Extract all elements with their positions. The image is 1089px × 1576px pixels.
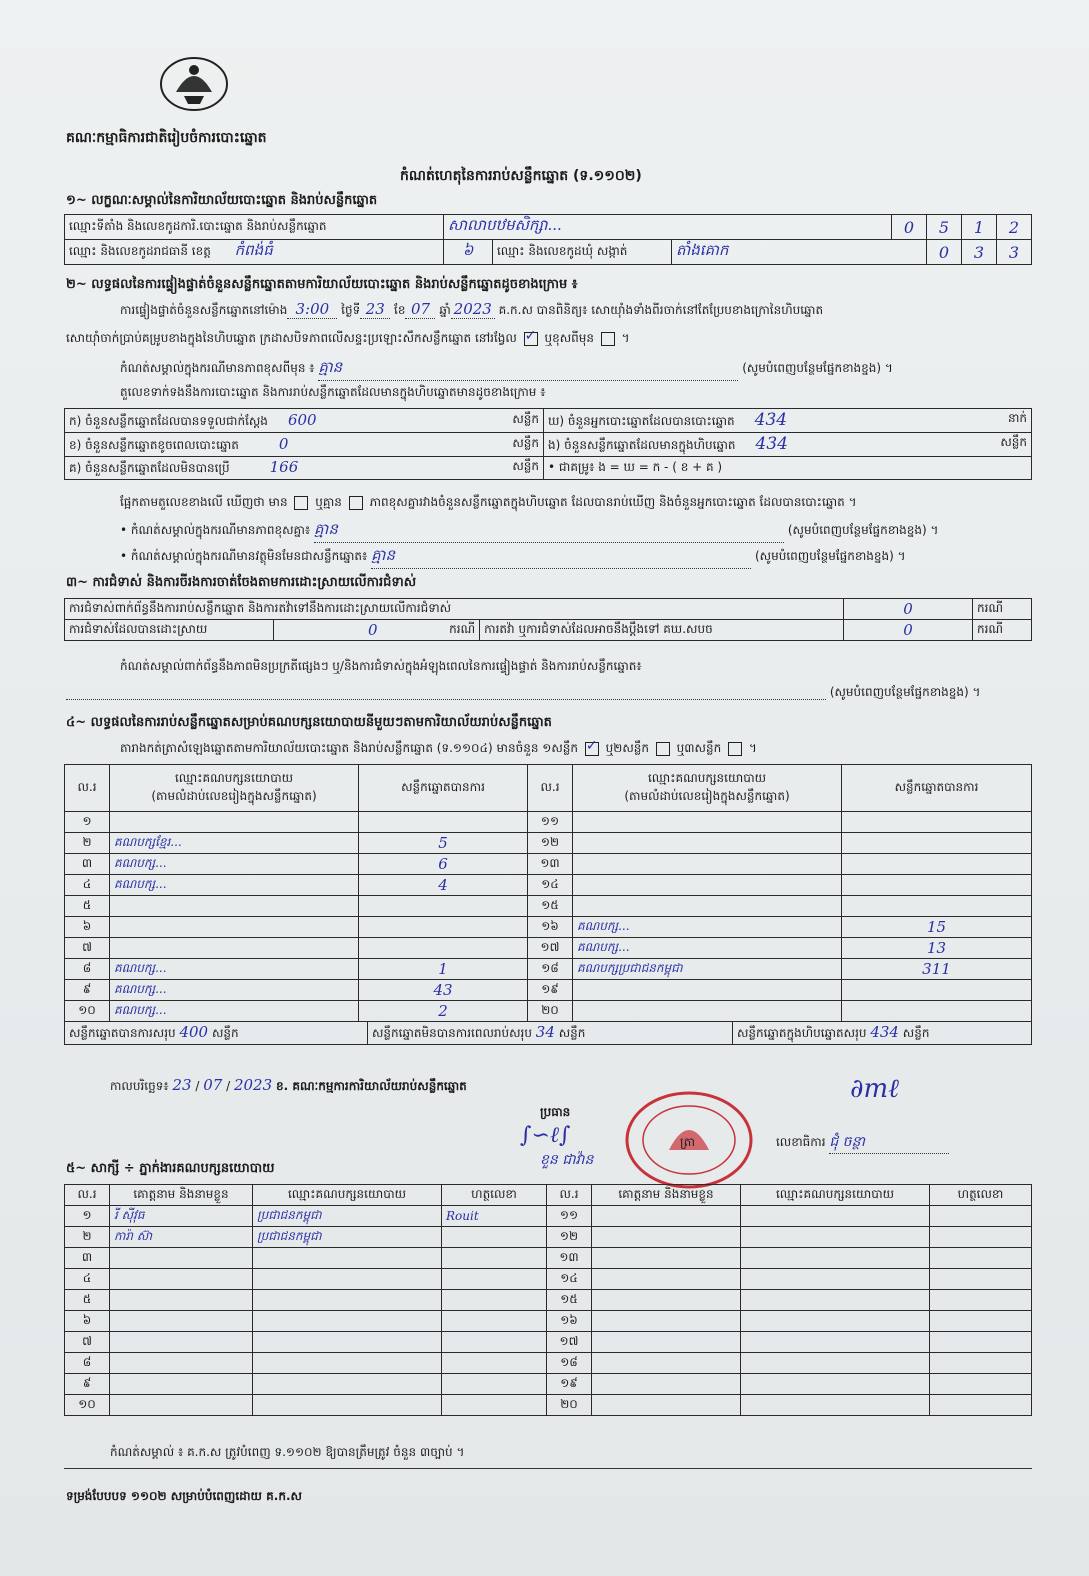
party-number: ១៧ bbox=[528, 938, 573, 959]
different-checkbox[interactable] bbox=[601, 332, 615, 346]
witness-number: ១០ bbox=[65, 1395, 110, 1416]
votes-summary bbox=[65, 1022, 1032, 1045]
witness-signature bbox=[930, 1332, 1032, 1353]
col-votes-right: សន្លឹកឆ្នោតបានការ bbox=[842, 765, 1032, 812]
row-ko: គ) ចំនួនសន្លឹកឆ្នោតដែលមិនបានប្រើ 166 សន្លឹក bbox=[65, 457, 544, 480]
party-votes: 2 bbox=[359, 1001, 528, 1022]
valid-total: សន្លឹកឆ្នោតបានការសរុប 400 សន្លឹក bbox=[65, 1022, 368, 1044]
commune-code-1: 0 bbox=[927, 240, 962, 265]
station-code-3: 1 bbox=[962, 215, 997, 240]
ngo-value: 434 bbox=[755, 434, 788, 454]
table-row bbox=[65, 812, 1032, 833]
table-row bbox=[65, 833, 1032, 854]
resolved-label: ការជំទាស់ដែលបានដោះស្រាយ bbox=[65, 620, 274, 641]
witness-party bbox=[253, 1248, 442, 1269]
party-number: ៦ bbox=[65, 917, 110, 938]
witness-signature bbox=[930, 1248, 1032, 1269]
section3-table: ការជំទាស់ពាក់ព័ន្ធនឹងការរាប់សន្លឹកឆ្នោត និងការតវ៉ាទៅនឹងការដោះស្រាយលើការជំទាស់ 0 ករណី ការជំទាស់ដែលបានដោះស្រាយ 0 ករណី ការតវ៉ា ឬការជំទាស់ដែលអាចនឹងប្តឹងទៅ គឃ.សបច 0 ករណី bbox=[64, 598, 1032, 641]
box-total-value: 434 bbox=[870, 1023, 899, 1041]
party-votes: 13 bbox=[842, 938, 1032, 959]
note1-line: កំណត់សម្គាល់ក្នុងករណីមានភាពខុសពីមុន ៖ គ្មាន (សូមបំពេញបន្ថែមផ្នែកខាងខ្នង) ។ bbox=[120, 358, 1030, 381]
table-row bbox=[65, 1332, 1032, 1353]
witness-signature bbox=[442, 1374, 547, 1395]
commune-code-2: 3 bbox=[962, 240, 997, 265]
witness-signature bbox=[442, 1290, 547, 1311]
witness-number: ២០ bbox=[547, 1395, 592, 1416]
witness-signature bbox=[442, 1248, 547, 1269]
seal-check-line: សោយ៉ាំចាក់ប្រាប់គម្រូបខាងក្នុងនៃហិបឆ្នោត ក្រដាសបិទភាពលើសន្ទះប្រឡោះសឹកសន្លឹកឆ្នោត នៅរង្វែល ✓ ឬខុសពីមុន ។ bbox=[66, 330, 630, 348]
note2-line: • កំណត់សម្គាល់ក្នុងករណីមានភាពខុសគ្នា៖ គ្មាន (សូមបំពេញបន្ថែមផ្នែកខាងខ្នង) ។ bbox=[120, 520, 1030, 543]
party-votes bbox=[359, 812, 528, 833]
table-row bbox=[65, 980, 1032, 1001]
party-number: ១៥ bbox=[528, 896, 573, 917]
witness-name bbox=[110, 1269, 253, 1290]
party-votes bbox=[842, 875, 1032, 896]
witness-number: ១៥ bbox=[547, 1290, 592, 1311]
witness-number: ៤ bbox=[65, 1269, 110, 1290]
witness-number: ១៦ bbox=[547, 1311, 592, 1332]
province-code: ៦ bbox=[444, 240, 493, 265]
party-votes bbox=[842, 896, 1032, 917]
witness-signature bbox=[930, 1227, 1032, 1248]
section3-note-line: (សូមបំពេញបន្ថែមផ្នែកខាងខ្នង) ។ bbox=[66, 684, 1032, 702]
witness-party bbox=[253, 1395, 442, 1416]
party-votes bbox=[359, 938, 528, 959]
party-name bbox=[573, 833, 842, 854]
party-votes: 6 bbox=[359, 854, 528, 875]
table-row bbox=[65, 1227, 1032, 1248]
witness-number: ១៨ bbox=[547, 1353, 592, 1374]
section5-heading: ៥~ សាក្សី ÷ ភ្នាក់ងារគណបក្សនយោបាយ bbox=[66, 1161, 275, 1176]
table-row bbox=[65, 1290, 1032, 1311]
party-number: ១៦ bbox=[528, 917, 573, 938]
date-line: កាលបរិច្ឆេទ៖ 23 / 07 / 2023 ខ. គណៈកម្មការការិយាល័យរាប់សន្លឹកឆ្នោត bbox=[110, 1076, 467, 1094]
party-votes: 4 bbox=[359, 875, 528, 896]
party-votes bbox=[842, 1001, 1032, 1022]
witness-signature bbox=[442, 1269, 547, 1290]
witness-party bbox=[741, 1206, 930, 1227]
witness-number: ៥ bbox=[65, 1290, 110, 1311]
party-number: ១២ bbox=[528, 833, 573, 854]
three-sheet-checkbox[interactable] bbox=[728, 742, 742, 756]
witness-party bbox=[741, 1332, 930, 1353]
province-label: ឈ្មោះ និងលេខកូដរាជធានី ខេត្ត កំពង់ធំ bbox=[65, 240, 444, 265]
table-row bbox=[65, 1001, 1032, 1022]
party-votes bbox=[842, 812, 1032, 833]
witness-name bbox=[110, 1248, 253, 1269]
station-code-2: 5 bbox=[927, 215, 962, 240]
stamp-label: ត្រា bbox=[680, 1135, 695, 1149]
witness-signature bbox=[930, 1206, 1032, 1227]
witness-number: ២ bbox=[65, 1227, 110, 1248]
table-row bbox=[65, 938, 1032, 959]
votes-table bbox=[64, 764, 1032, 1045]
witness-number: ១១ bbox=[547, 1206, 592, 1227]
witness-name bbox=[592, 1248, 741, 1269]
footer-divider bbox=[64, 1468, 1032, 1469]
witness-name bbox=[592, 1332, 741, 1353]
same-checkbox[interactable] bbox=[524, 332, 538, 346]
witness-name bbox=[110, 1332, 253, 1353]
witness-body bbox=[65, 1206, 1032, 1416]
party-number: ២០ bbox=[528, 1001, 573, 1022]
station-value: សាលាបឋមសិក្សា... bbox=[444, 215, 892, 240]
witness-number: ៦ bbox=[65, 1311, 110, 1332]
secretary-line: លេខាធិការ ជុំ ចន្ថា bbox=[776, 1132, 949, 1154]
section4-intro: តារាងកត់ត្រាសំឡេងឆ្នោតតាមការិយាល័យបោះឆ្នោត និងរាប់សន្លឹកឆ្នោត (ទ.១១០៤) មានចំនួន ១សន្លឹក ✓ ឬ២សន្លឹក ឬ៣សន្លឹក ។ bbox=[120, 740, 757, 758]
resolved-value: 0 bbox=[368, 621, 378, 639]
witness-party bbox=[253, 1374, 442, 1395]
section2-heading: ២~ លទ្ធផលនៃការផ្ទៀងផ្ទាត់ចំនួនសន្លឹកឆ្នោតតាមការិយាល័យបោះឆ្នោត និងរាប់សន្លឹកឆ្នោតដូចខាងក្រោម ៖ bbox=[66, 277, 578, 292]
witness-name bbox=[110, 1353, 253, 1374]
witness-party bbox=[741, 1353, 930, 1374]
table-row bbox=[65, 1248, 1032, 1269]
party-number: ១៤ bbox=[528, 875, 573, 896]
witness-name bbox=[592, 1311, 741, 1332]
secretary-name: ជុំ ចន្ថា bbox=[829, 1132, 949, 1154]
row-kha: ខ) ចំនួនសន្លឹកឆ្នោតខូចពេលបោះឆ្នោត 0 សន្លឹក bbox=[65, 433, 544, 457]
witness-number: ១២ bbox=[547, 1227, 592, 1248]
complaints-label: ការជំទាស់ពាក់ព័ន្ធនឹងការរាប់សន្លឹកឆ្នោត និងការតវ៉ាទៅនឹងការដោះស្រាយលើការជំទាស់ bbox=[65, 599, 844, 620]
party-name bbox=[573, 1001, 842, 1022]
table-row bbox=[65, 896, 1032, 917]
col-no-right: ល.រ bbox=[528, 765, 573, 812]
party-votes: 43 bbox=[359, 980, 528, 1001]
witness-number: ៣ bbox=[65, 1248, 110, 1269]
party-votes: 5 bbox=[359, 833, 528, 854]
witness-party bbox=[253, 1311, 442, 1332]
witness-name bbox=[592, 1206, 741, 1227]
difference-line: ផ្អែកតាមតួលេខខាងលើ ឃើញថា មាន ឬគ្មាន ភាពខុសគ្នារវាងចំនួនសន្លឹកឆ្នោតក្នុងហិបឆ្នោត ដែលបានរាប់ឃើញ និងចំនួនអ្នកបោះឆ្នោត ដែលបានបោះឆ្នោត ។ bbox=[120, 495, 857, 509]
witness-signature bbox=[930, 1311, 1032, 1332]
witness-party bbox=[741, 1269, 930, 1290]
witness-signature bbox=[442, 1227, 547, 1248]
col-votes-left: សន្លឹកឆ្នោតបានការ bbox=[359, 765, 528, 812]
table-row bbox=[65, 1374, 1032, 1395]
witness-signature bbox=[442, 1332, 547, 1353]
formula: • ជាគម្រូ៖ ង = ឃ = ក - ( ខ + គ ) bbox=[544, 457, 1032, 480]
note3-line: • កំណត់សម្គាល់ក្នុងករណីមានវត្ថុមិនមែនជាសន្លឹកឆ្នោត៖ គ្មាន (សូមបំពេញបន្ថែមផ្នែកខាងខ្នង) ។ bbox=[120, 546, 1030, 569]
section1-heading: ១~ លក្ខណៈសម្គាល់នៃការិយាល័យបោះឆ្នោត និងរាប់សន្លឹកឆ្នោត bbox=[66, 193, 378, 208]
party-name bbox=[110, 917, 359, 938]
party-votes: 15 bbox=[842, 917, 1032, 938]
party-number: ១ bbox=[65, 812, 110, 833]
ka-value: 600 bbox=[287, 410, 317, 429]
day-value: 23 bbox=[360, 300, 390, 319]
party-name bbox=[110, 896, 359, 917]
party-name: គណបក្ស... bbox=[110, 854, 359, 875]
party-name bbox=[573, 812, 842, 833]
witness-signature bbox=[930, 1269, 1032, 1290]
chair-label: ប្រធាន bbox=[540, 1105, 571, 1119]
witness-party bbox=[253, 1353, 442, 1374]
witness-number: ១ bbox=[65, 1206, 110, 1227]
party-number: ២ bbox=[65, 833, 110, 854]
witness-signature bbox=[930, 1353, 1032, 1374]
party-number: ៥ bbox=[65, 896, 110, 917]
box-total: សន្លឹកឆ្នោតក្នុងហិបឆ្នោតសរុប 434 សន្លឹក bbox=[737, 1023, 930, 1041]
party-votes: 311 bbox=[842, 959, 1032, 980]
witness-name bbox=[110, 1395, 253, 1416]
party-name: គណបក្ស... bbox=[110, 875, 359, 896]
witness-party: ប្រជាជនកម្ពុជា bbox=[253, 1206, 442, 1227]
party-number: ១១ bbox=[528, 812, 573, 833]
witness-number: ៨ bbox=[65, 1353, 110, 1374]
party-number: ៤ bbox=[65, 875, 110, 896]
station-code-4: 2 bbox=[997, 215, 1032, 240]
witness-party bbox=[741, 1311, 930, 1332]
nec-logo bbox=[158, 52, 230, 112]
commune-value: តាំងគោក bbox=[672, 240, 927, 265]
witness-party bbox=[741, 1374, 930, 1395]
table-row bbox=[65, 1353, 1032, 1374]
section1-table bbox=[64, 214, 1032, 265]
invalid-total-value: 34 bbox=[535, 1023, 555, 1041]
party-name: គណបក្ស... bbox=[110, 1001, 359, 1022]
station-label: ឈ្មោះទីតាំង និងលេខកូដការិ.បោះឆ្នោត និងរាប់សន្លឹកឆ្នោត bbox=[65, 215, 444, 240]
note3-value: គ្មាន bbox=[371, 546, 751, 569]
table-row bbox=[65, 875, 1032, 896]
witness-name bbox=[592, 1290, 741, 1311]
witness-name bbox=[592, 1269, 741, 1290]
row-ngo: ង) ចំនួនសន្លឹកឆ្នោតដែលមានក្នុងហិបឆ្នោត 434 សន្លឹក bbox=[544, 433, 1032, 457]
date-year: 2023 bbox=[233, 1076, 273, 1094]
verification-line: ការផ្ទៀងផ្ទាត់ចំនួនសន្លឹកឆ្នោតនៅម៉ោង 3:00 ថ្ងៃទី 23 ខែ 07 ឆ្នាំ 2023 គ.ក.ស បានពិនិត្យ៖ សោយ៉ាំងទាំងពីរចាក់នៅតែប្រែបខាងក្រោនៃហិបឆ្នោត bbox=[120, 300, 824, 318]
party-number: ៧ bbox=[65, 938, 110, 959]
witness-party bbox=[741, 1227, 930, 1248]
party-name: គណបក្សខ្មែរ... bbox=[110, 833, 359, 854]
figures-table bbox=[64, 408, 1032, 480]
table-row bbox=[65, 1269, 1032, 1290]
witness-party: ប្រជាជនកម្ពុជា bbox=[253, 1227, 442, 1248]
chair-name: ខួន ជាវ៉ាន bbox=[540, 1152, 594, 1168]
party-votes bbox=[842, 833, 1032, 854]
witness-signature bbox=[930, 1290, 1032, 1311]
chair-signature: ∫∽ℓ∫ bbox=[520, 1123, 571, 1148]
party-votes bbox=[359, 896, 528, 917]
party-number: ៨ bbox=[65, 959, 110, 980]
party-number: ៣ bbox=[65, 854, 110, 875]
table-row bbox=[65, 1206, 1032, 1227]
witness-signature bbox=[930, 1395, 1032, 1416]
witness-signature bbox=[930, 1374, 1032, 1395]
votes-body bbox=[65, 812, 1032, 1022]
witness-number: ១៤ bbox=[547, 1269, 592, 1290]
table-row bbox=[65, 854, 1032, 875]
party-name bbox=[573, 875, 842, 896]
form-footer: ទម្រង់បែបបទ ១១០២ សម្រាប់បំពេញដោយ គ.ក.ស bbox=[66, 1489, 302, 1503]
witness-name bbox=[110, 1311, 253, 1332]
witness-name bbox=[592, 1353, 741, 1374]
section4-heading: ៤~ លទ្ធផលនៃការរាប់សន្លឹកឆ្នោតសម្រាប់គណបក្សនយោបាយនីមួយៗតាមការិយាល័យរាប់សន្លឹកឆ្នោត bbox=[66, 715, 552, 730]
party-name: គណបក្ស... bbox=[110, 959, 359, 980]
witness-name bbox=[592, 1227, 741, 1248]
section3-note: កំណត់សម្គាល់ពាក់ព័ន្ធនឹងភាពមិនប្រក្រតីផ្សេងៗ ឬ/និងការជំទាស់ក្នុងអំឡុងពេលនៃការផ្ទៀងផ្ទាត់ និងការរាប់សន្លឹកឆ្នោត៖ bbox=[120, 659, 642, 673]
col-party-right: ឈ្មោះគណបក្សនយោបាយ (តាមលំដាប់លេខរៀងក្នុងសន្លឹកឆ្នោត) bbox=[573, 765, 842, 812]
party-name: គណបក្ស... bbox=[110, 980, 359, 1001]
witness-number: ១៩ bbox=[547, 1374, 592, 1395]
resolved-cell: 0 ករណី bbox=[274, 620, 480, 641]
witness-number: ១៧ bbox=[547, 1332, 592, 1353]
witness-party bbox=[253, 1290, 442, 1311]
witness-name: រី ស៊ីវុធ bbox=[110, 1206, 253, 1227]
note1-value: គ្មាន bbox=[318, 358, 738, 381]
party-number: ១៩ bbox=[528, 980, 573, 1001]
two-sheet-checkbox[interactable] bbox=[656, 742, 670, 756]
witness-party bbox=[741, 1290, 930, 1311]
party-number: ១០ bbox=[65, 1001, 110, 1022]
section5-note: កំណត់សម្គាល់ ៖ គ.ក.ស ត្រូវបំពេញ ទ.១១០២ ឱ្យបានត្រឹមត្រូវ ចំនួន ៣ច្បាប់ ។ bbox=[110, 1445, 465, 1459]
witness-name bbox=[110, 1374, 253, 1395]
party-name bbox=[573, 980, 842, 1001]
witness-name bbox=[110, 1290, 253, 1311]
time-value: 3:00 bbox=[287, 300, 337, 319]
witness-party bbox=[253, 1332, 442, 1353]
witness-name bbox=[592, 1374, 741, 1395]
table-row bbox=[65, 959, 1032, 980]
witness-signature: Rouit bbox=[442, 1206, 547, 1227]
witness-signature bbox=[442, 1311, 547, 1332]
party-votes bbox=[842, 980, 1032, 1001]
party-votes bbox=[359, 917, 528, 938]
difference-yes-checkbox[interactable] bbox=[294, 496, 308, 510]
ko-value: 166 bbox=[269, 458, 299, 476]
party-name: គណបក្ស... bbox=[573, 938, 842, 959]
col-no-left: ល.រ bbox=[65, 765, 110, 812]
commune-code-3: 3 bbox=[997, 240, 1032, 265]
row-gho: ឃ) ចំនួនអ្នកបោះឆ្នោតដែលបានបោះឆ្នោត 434 នាក់ bbox=[544, 409, 1032, 433]
appeal-value: 0 bbox=[844, 620, 973, 641]
party-votes: 1 bbox=[359, 959, 528, 980]
month-value: 07 bbox=[405, 300, 435, 319]
year-value: 2023 bbox=[451, 300, 495, 319]
gho-value: 434 bbox=[754, 410, 788, 430]
witness-name: ការ៉ា ស៊ា bbox=[110, 1227, 253, 1248]
table-row bbox=[65, 1395, 1032, 1416]
province-value: កំពង់ធំ bbox=[234, 241, 273, 259]
witness-number: ៧ bbox=[65, 1332, 110, 1353]
difference-no-checkbox[interactable] bbox=[349, 496, 363, 510]
party-name bbox=[110, 812, 359, 833]
witness-party bbox=[741, 1395, 930, 1416]
party-number: ១៨ bbox=[528, 959, 573, 980]
form-title: កំណត់ហេតុនៃការរាប់សន្លឹកឆ្នោត (ទ.១១០២) bbox=[400, 168, 642, 184]
witness-name bbox=[592, 1395, 741, 1416]
party-name bbox=[573, 854, 842, 875]
party-number: ១៣ bbox=[528, 854, 573, 875]
kha-value: 0 bbox=[278, 434, 289, 453]
witness-number: ៩ bbox=[65, 1374, 110, 1395]
complaints-value: 0 bbox=[844, 599, 973, 620]
row-ka: ក) ចំនួនសន្លឹកឆ្នោតដែលបានទទួលជាក់ស្តែង 600 សន្លឹក bbox=[65, 409, 544, 433]
table-row bbox=[65, 1311, 1032, 1332]
table-row bbox=[65, 917, 1032, 938]
party-name: គណបក្សប្រជាជនកម្ពុជា bbox=[573, 959, 842, 980]
committee-name: គណៈកម្មាធិការជាតិរៀបចំការបោះឆ្នោត bbox=[66, 130, 267, 146]
station-code-1: 0 bbox=[892, 215, 927, 240]
one-sheet-checkbox[interactable] bbox=[585, 742, 599, 756]
valid-total-value: 400 bbox=[179, 1023, 209, 1041]
witness-party bbox=[741, 1248, 930, 1269]
secretary-signature: ∂mℓ bbox=[850, 1074, 899, 1104]
note2-value: គ្មាន bbox=[314, 520, 784, 543]
date-day: 23 bbox=[172, 1076, 192, 1094]
witness-signature bbox=[442, 1395, 547, 1416]
witness-number: ១៣ bbox=[547, 1248, 592, 1269]
col-party-left: ឈ្មោះគណបក្សនយោបាយ (តាមលំដាប់លេខរៀងក្នុងសន្លឹកឆ្នោត) bbox=[110, 765, 359, 812]
section3-heading: ៣~ ការជំទាស់ និងការចីរងការចាត់ចែងតាមការដោះស្រាយលើការជំទាស់ bbox=[66, 575, 417, 590]
date-month: 07 bbox=[203, 1076, 223, 1094]
party-number: ៩ bbox=[65, 980, 110, 1001]
commune-label: ឈ្មោះ និងលេខកូដឃុំ សង្កាត់ bbox=[493, 240, 672, 265]
party-name bbox=[110, 938, 359, 959]
party-votes bbox=[842, 854, 1032, 875]
witness-table: ល.រ គោត្តនាម និងនាមខ្លួន ឈ្មោះគណបក្សនយោបាយ ហត្ថលេខា ល.រ គោត្តនាម និងនាមខ្លួន ឈ្មោះគណបក្សនយោបាយ ហត្ថលេខា ១ រី ស៊ីវុធ ប្រជាជនកម្ពុជា Rouit ១១ ២ ការ៉ា ស៊ា ប្រជាជនកម្ពុជា ១២ ៣ ១៣ ៤ ១៤ ៥ ១៥ ៦ ១៦ ៧ ១៧ ៨ ១៨ ៩ ១៩ ១០ ២០ bbox=[64, 1184, 1032, 1416]
appeal-label: ការតវ៉ា ឬការជំទាស់ដែលអាចនឹងប្តឹងទៅ គឃ.សបច bbox=[480, 620, 844, 641]
party-name bbox=[573, 896, 842, 917]
witness-signature bbox=[442, 1353, 547, 1374]
figures-intro: តួលេខទាក់ទងនឹងការបោះឆ្នោត និងការរាប់សន្លឹកឆ្នោតដែលមានក្នុងហិបឆ្នោតមានដូចខាងក្រោម ៖ bbox=[120, 385, 546, 399]
party-name: គណបក្ស... bbox=[573, 917, 842, 938]
invalid-total: សន្លឹកឆ្នោតមិនបានការពេលរាប់សរុប 34 សន្លឹក bbox=[368, 1022, 733, 1044]
witness-party bbox=[253, 1269, 442, 1290]
nec-emblem-icon bbox=[158, 52, 230, 112]
